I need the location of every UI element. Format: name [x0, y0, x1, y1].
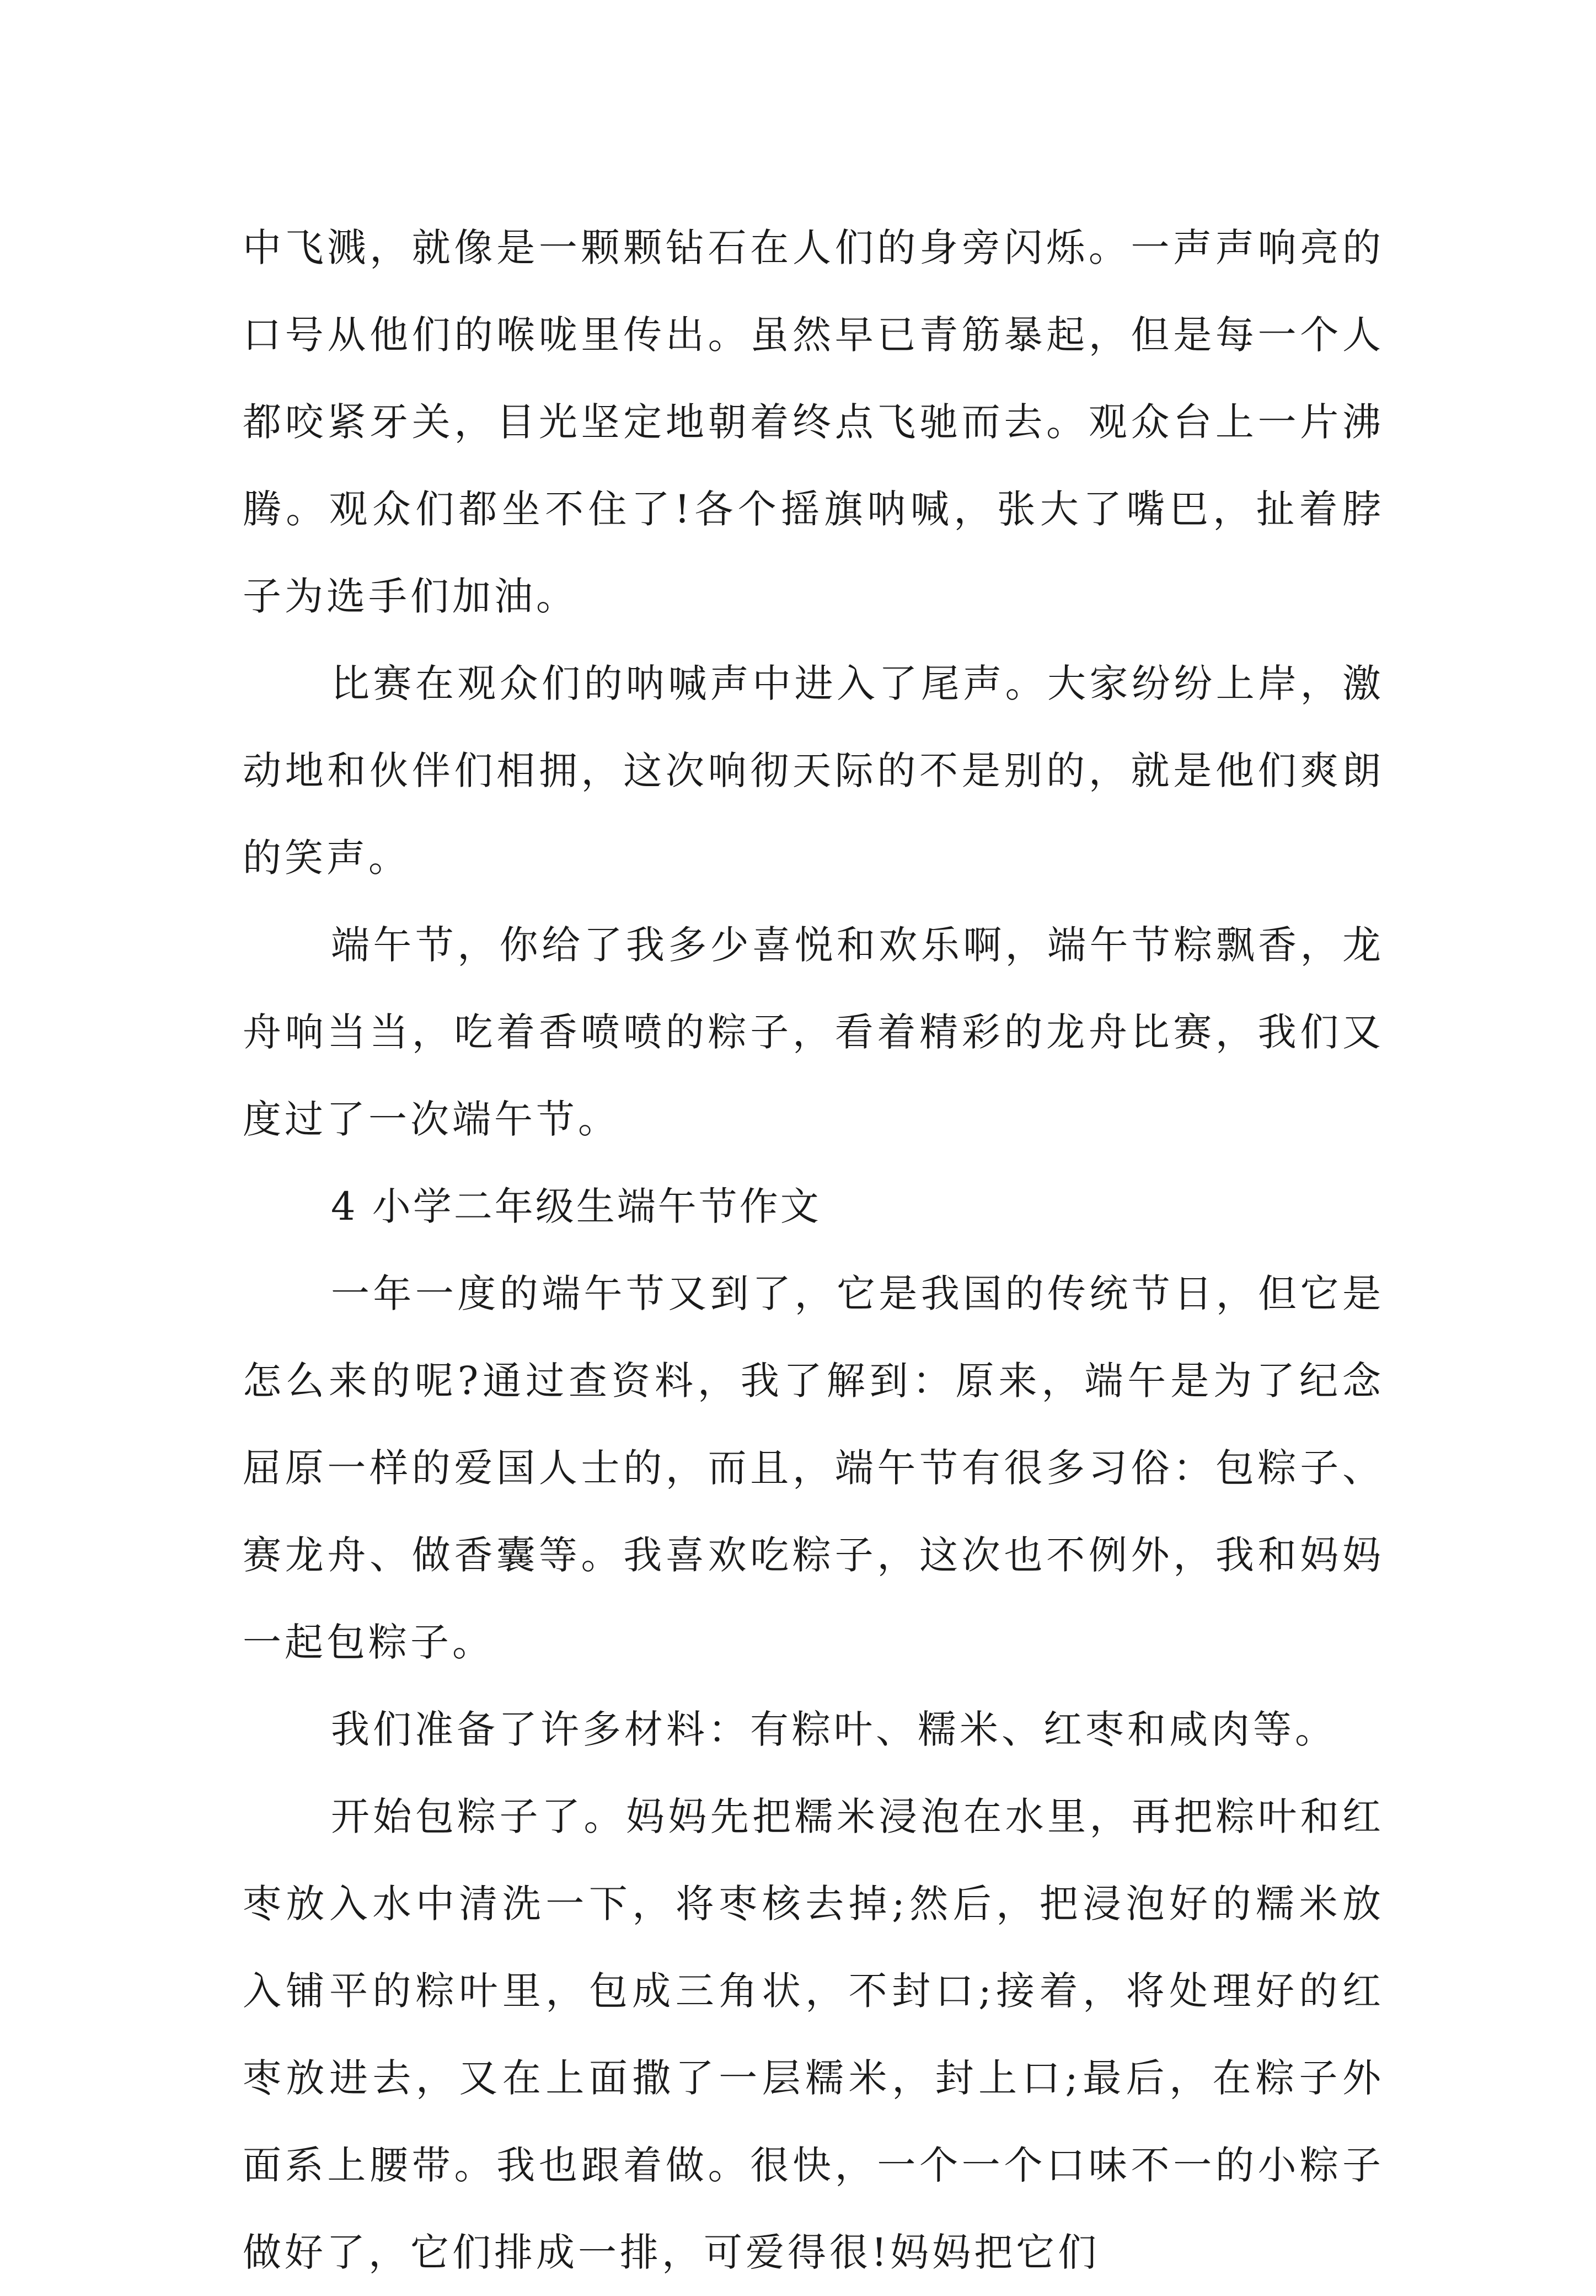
paragraph-race-ending: 比赛在观众们的呐喊声中进入了尾声。大家纷纷上岸，激动地和伙伴们相拥，这次响彻天际的不是别的，就是他们爽朗的笑声。 — [243, 661, 1384, 880]
paragraph-materials: 我们准备了许多材料：有粽叶、糯米、红枣和咸肉等。 — [331, 1707, 1337, 1752]
paragraph-festival-summary: 端午节，你给了我多少喜悦和欢乐啊，端午节粽飘香，龙舟响当当，吃着香喷喷的粽子，看着精彩的龙舟比赛，我们又度过了一次端午节。 — [243, 922, 1384, 1142]
document-body — [243, 204, 1384, 2296]
essay-heading: 4 小学二年级生端午节作文 — [331, 1184, 821, 1229]
paragraph-making-zongzi: 开始包粽子了。妈妈先把糯米浸泡在水里，再把粽叶和红枣放入水中清洗一下，将枣核去掉;然后，把浸泡好的糯米放入铺平的粽叶里，包成三角状，不封口;接着，将处理好的红枣放进去，又在上面撒了一层糯米，封上口;最后，在粽子外面系上腰带。我也跟着做。很快，一个一个口味不一的小粽子做好了，它们排成一排，可爱得很!妈妈把它们 — [243, 1794, 1384, 2275]
paragraph-festival-origin: 一年一度的端午节又到了，它是我国的传统节日，但它是怎么来的呢?通过查资料，我了解到：原来，端午是为了纪念屈原一样的爱国人士的，而且，端午节有很多习俗：包粽子、赛龙舟、做香囊等。我喜欢吃粽子，这次也不例外，我和妈妈一起包粽子。 — [243, 1271, 1384, 1665]
paragraph-continuation: 中飞溅，就像是一颗颗钻石在人们的身旁闪烁。一声声响亮的口号从他们的喉咙里传出。虽然早已青筋暴起，但是每一个人都咬紧牙关，目光坚定地朝着终点飞驰而去。观众台上一片沸腾。观众们都坐不住了!各个摇旗呐喊，张大了嘴巴，扯着脖子为选手们加油。 — [243, 225, 1384, 619]
